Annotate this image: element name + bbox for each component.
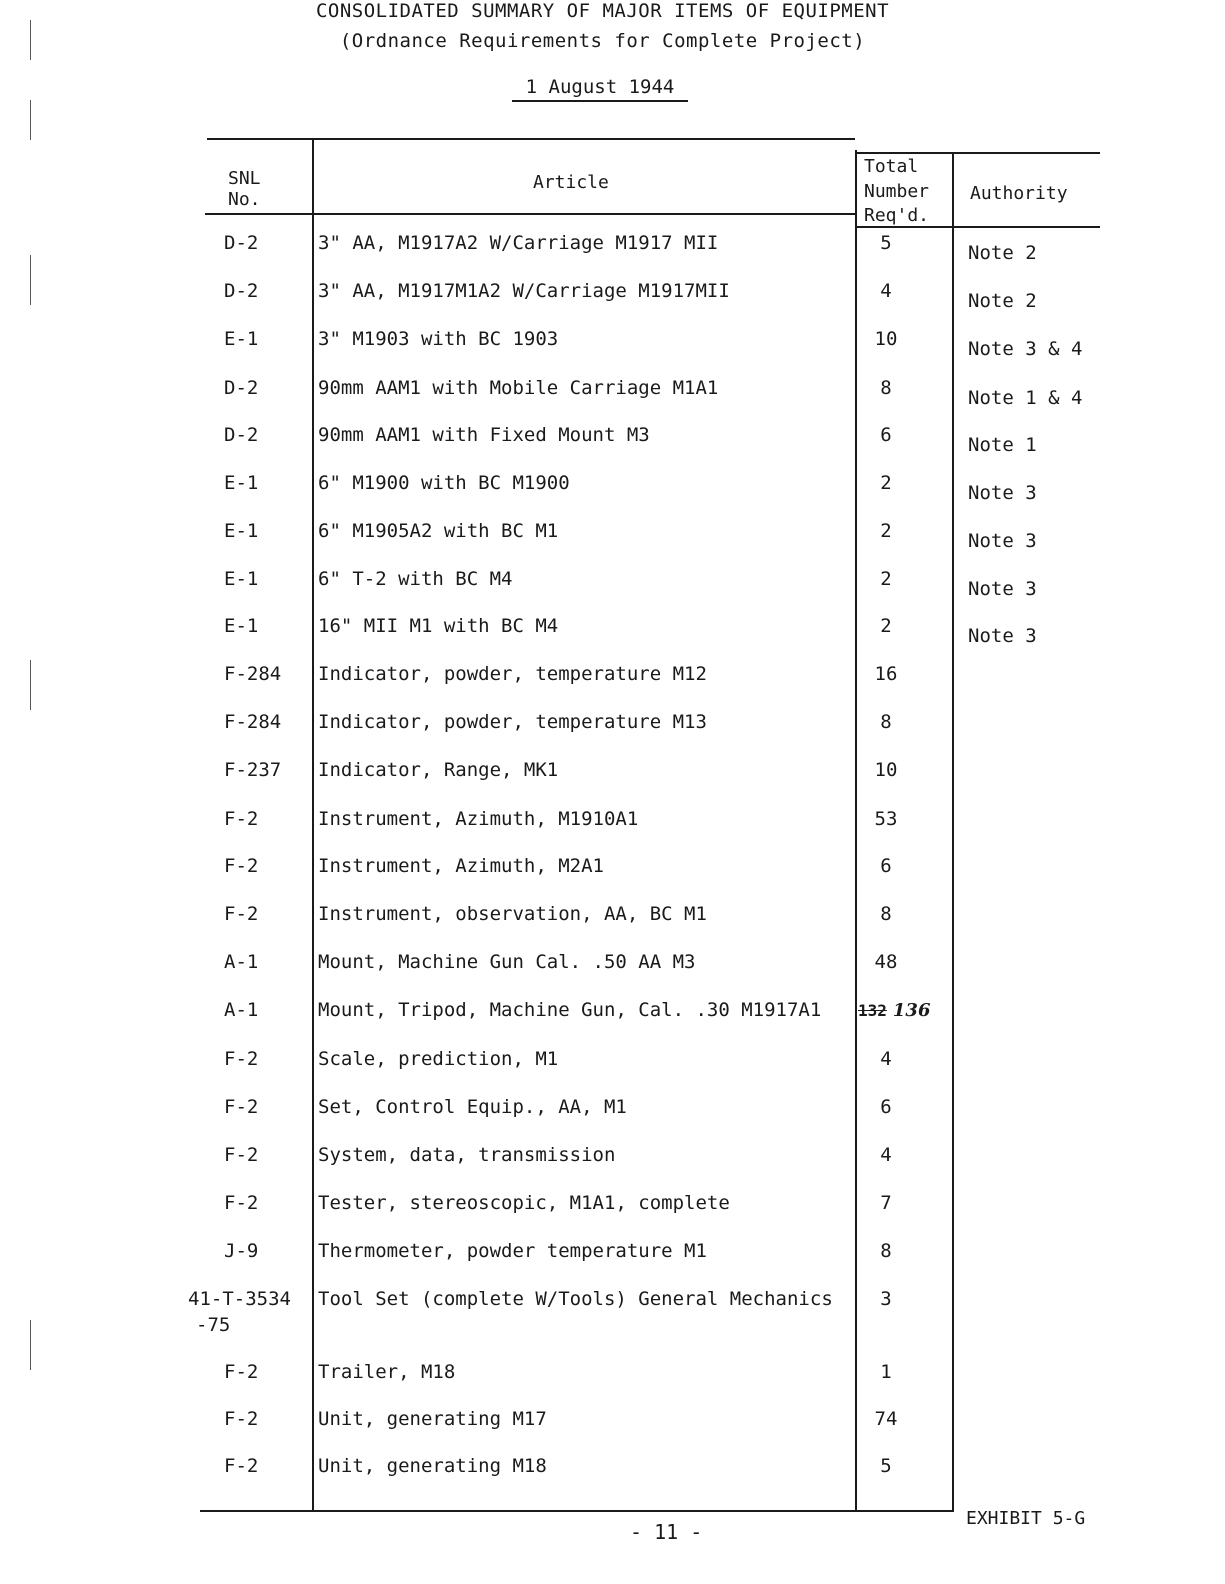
document-title: CONSOLIDATED SUMMARY OF MAJOR ITEMS OF EQUIPMENT	[315, 0, 890, 22]
snl-cell: F-284	[224, 711, 282, 733]
authority-cell: Note 2	[968, 290, 1037, 312]
total-cell: 4	[880, 280, 892, 302]
snl-cell: E-1	[224, 520, 259, 542]
authority-cell: Note 1	[968, 434, 1037, 456]
column-header-total-line2: Number	[864, 181, 930, 202]
article-cell: Tool Set (complete W/Tools) General Mechanics	[318, 1288, 833, 1310]
column-header-authority: Authority	[970, 183, 1068, 204]
article-cell: Scale, prediction, M1	[318, 1048, 559, 1070]
total-cell: 74	[874, 1408, 898, 1430]
total-cell: 8	[880, 377, 892, 399]
snl-cell: F-2	[224, 1048, 259, 1070]
article-cell: System, data, transmission	[318, 1144, 616, 1166]
article-cell: 90mm AAM1 with Mobile Carriage M1A1	[318, 377, 719, 399]
article-cell: Indicator, powder, temperature M12	[318, 663, 707, 685]
document-date: 1 August 1944	[512, 76, 688, 102]
column-divider-snl	[312, 140, 314, 1512]
total-cell: 10	[874, 759, 898, 781]
column-divider-total	[952, 152, 954, 1512]
authority-cell: Note 3	[968, 530, 1037, 552]
total-cell: 2	[880, 520, 892, 542]
article-cell: Mount, Machine Gun Cal. .50 AA M3	[318, 951, 696, 973]
snl-cell-continuation: -75	[196, 1314, 231, 1336]
total-cell: 16	[874, 663, 898, 685]
total-cell: 6	[880, 1096, 892, 1118]
exhibit-label: EXHIBIT 5-G	[966, 1508, 1086, 1529]
snl-cell: D-2	[224, 280, 259, 302]
snl-cell: A-1	[224, 999, 259, 1021]
total-cell: 4	[880, 1144, 892, 1166]
article-cell: Trailer, M18	[318, 1361, 456, 1383]
total-cell: 8	[880, 1240, 892, 1262]
snl-cell: F-284	[224, 663, 282, 685]
total-cell: 2	[880, 615, 892, 637]
margin-mark	[30, 20, 31, 60]
total-cell: 5	[880, 232, 892, 254]
article-cell: Mount, Tripod, Machine Gun, Cal. .30 M1917A1	[318, 999, 822, 1021]
article-cell: 6" M1900 with BC M1900	[318, 472, 570, 494]
struck-total: 132	[858, 1001, 887, 1020]
authority-cell: Note 2	[968, 242, 1037, 264]
snl-cell: 41-T-3534	[188, 1288, 291, 1310]
total-cell: 2	[880, 472, 892, 494]
snl-cell: E-1	[224, 568, 259, 590]
table-top-rule-right	[855, 152, 1100, 154]
article-cell: Unit, generating M18	[318, 1455, 547, 1477]
snl-cell: F-2	[224, 808, 259, 830]
article-cell: Set, Control Equip., AA, M1	[318, 1096, 627, 1118]
article-cell: Instrument, Azimuth, M2A1	[318, 855, 604, 877]
snl-cell: F-2	[224, 1192, 259, 1214]
total-cell: 10	[874, 328, 898, 350]
column-header-total-line1: Total	[864, 156, 919, 177]
page-number: - 11 -	[630, 1520, 703, 1544]
margin-mark	[30, 660, 31, 710]
article-cell: 3" AA, M1917M1A2 W/Carriage M1917MII	[318, 280, 730, 302]
snl-cell: A-1	[224, 951, 259, 973]
column-header-snl: SNL No.	[228, 168, 261, 210]
snl-cell: E-1	[224, 615, 259, 637]
margin-mark	[30, 1320, 31, 1370]
header-bottom-rule-right	[855, 226, 1100, 228]
header-bottom-rule	[205, 213, 855, 215]
table-top-rule	[207, 138, 855, 140]
authority-cell: Note 3	[968, 482, 1037, 504]
document-subtitle: (Ordnance Requirements for Complete Project)	[339, 30, 866, 52]
total-cell: 4	[880, 1048, 892, 1070]
article-cell: Instrument, Azimuth, M1910A1	[318, 808, 639, 830]
snl-cell: F-2	[224, 1144, 259, 1166]
total-cell: 7	[880, 1192, 892, 1214]
snl-cell: D-2	[224, 232, 259, 254]
authority-cell: Note 3	[968, 578, 1037, 600]
total-cell: 6	[880, 855, 892, 877]
column-header-total-line3: Req'd.	[864, 205, 930, 226]
snl-cell: F-2	[224, 1096, 259, 1118]
total-cell: 53	[874, 808, 898, 830]
snl-cell: D-2	[224, 424, 259, 446]
snl-cell: F-2	[224, 1361, 259, 1383]
total-cell: 8	[880, 711, 892, 733]
snl-cell: D-2	[224, 377, 259, 399]
snl-cell: J-9	[224, 1240, 259, 1262]
article-cell: Indicator, Range, MK1	[318, 759, 559, 781]
snl-cell: E-1	[224, 472, 259, 494]
snl-cell: F-2	[224, 855, 259, 877]
article-cell: Unit, generating M17	[318, 1408, 547, 1430]
snl-cell: F-237	[224, 759, 282, 781]
authority-cell: Note 1 & 4	[968, 387, 1083, 409]
authority-cell: Note 3	[968, 625, 1037, 647]
article-cell: 16" MII M1 with BC M4	[318, 615, 559, 637]
total-cell: 3	[880, 1288, 892, 1310]
handwritten-total: 136	[892, 1000, 931, 1021]
article-cell: Instrument, observation, AA, BC M1	[318, 903, 707, 925]
total-cell: 1	[880, 1361, 892, 1383]
snl-cell: F-2	[224, 1455, 259, 1477]
total-cell: 8	[880, 903, 892, 925]
article-cell: Indicator, powder, temperature M13	[318, 711, 707, 733]
article-cell: 6" M1905A2 with BC M1	[318, 520, 559, 542]
article-cell: 6" T-2 with BC M4	[318, 568, 513, 590]
margin-mark	[30, 255, 31, 305]
total-cell: 5	[880, 1455, 892, 1477]
snl-cell: F-2	[224, 1408, 259, 1430]
total-cell: 6	[880, 424, 892, 446]
article-cell: 3" M1903 with BC 1903	[318, 328, 559, 350]
column-header-article: Article	[533, 172, 609, 193]
snl-cell: F-2	[224, 903, 259, 925]
total-cell	[858, 999, 931, 1021]
total-cell: 48	[874, 951, 898, 973]
article-cell: 3" AA, M1917A2 W/Carriage M1917 MII	[318, 232, 719, 254]
article-cell: Tester, stereoscopic, M1A1, complete	[318, 1192, 730, 1214]
authority-cell: Note 3 & 4	[968, 338, 1083, 360]
article-cell: 90mm AAM1 with Fixed Mount M3	[318, 424, 650, 446]
article-cell: Thermometer, powder temperature M1	[318, 1240, 707, 1262]
snl-cell: E-1	[224, 328, 259, 350]
total-cell: 2	[880, 568, 892, 590]
margin-mark	[30, 100, 31, 140]
